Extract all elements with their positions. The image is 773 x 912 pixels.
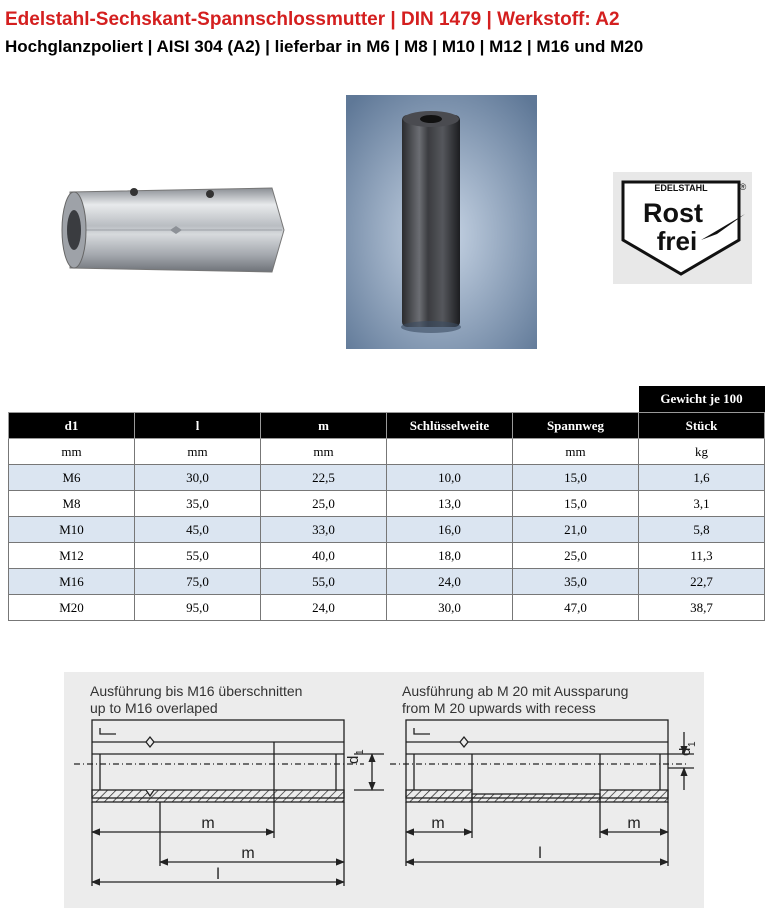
- left-label-d: d: [345, 755, 362, 764]
- table-cell: 95,0: [135, 595, 261, 621]
- table-cell: M20: [9, 595, 135, 621]
- col-header-schluesselweite: Schlüsselweite: [387, 413, 513, 439]
- right-label-d-sub: 1: [687, 741, 698, 747]
- table-top-header-row: [9, 386, 765, 413]
- spec-table: [8, 386, 765, 621]
- table-cell: 1,6: [639, 465, 765, 491]
- logo-word-frei: frei: [656, 226, 698, 256]
- table-cell: M12: [9, 543, 135, 569]
- table-header-row: [9, 413, 765, 439]
- table-cell: 55,0: [261, 569, 387, 595]
- table-cell: 15,0: [513, 491, 639, 517]
- unit-cell: mm: [135, 439, 261, 465]
- logo-top-text: EDELSTAHL: [654, 183, 708, 193]
- table-cell: M6: [9, 465, 135, 491]
- table-cell: 24,0: [261, 595, 387, 621]
- table-cell: 16,0: [387, 517, 513, 543]
- left-label-m2: m: [241, 845, 255, 862]
- table-cell: 40,0: [261, 543, 387, 569]
- right-label-l: l: [538, 845, 542, 862]
- table-cell: 10,0: [387, 465, 513, 491]
- left-label-m1: m: [201, 815, 215, 832]
- table-row: [9, 569, 765, 595]
- table-row: [9, 543, 765, 569]
- unit-cell: kg: [639, 439, 765, 465]
- table-row: [9, 595, 765, 621]
- technical-drawing: [64, 672, 704, 908]
- turnbuckle-nut-side-image: [50, 180, 300, 280]
- col-header-l: l: [135, 413, 261, 439]
- logo-word-rost: Rost: [643, 198, 703, 228]
- table-row: [9, 517, 765, 543]
- right-label-d: d: [677, 747, 694, 756]
- units-row: [9, 439, 765, 465]
- left-caption-en: up to M16 overlaped: [90, 700, 218, 716]
- col-header-d1: d1: [9, 413, 135, 439]
- table-cell: 22,5: [261, 465, 387, 491]
- right-label-m1: m: [431, 815, 445, 832]
- table-cell: 15,0: [513, 465, 639, 491]
- table-cell: 3,1: [639, 491, 765, 517]
- table-cell: 5,8: [639, 517, 765, 543]
- unit-cell: mm: [261, 439, 387, 465]
- col-header-m: m: [261, 413, 387, 439]
- unit-cell: [387, 439, 513, 465]
- left-label-l: l: [216, 866, 220, 883]
- table-cell: 24,0: [387, 569, 513, 595]
- col-header-stueck: Stück: [639, 413, 765, 439]
- unit-cell: mm: [513, 439, 639, 465]
- table-cell: 18,0: [387, 543, 513, 569]
- table-cell: 25,0: [261, 491, 387, 517]
- rostfrei-logo: [613, 172, 752, 284]
- unit-cell: mm: [9, 439, 135, 465]
- table-cell: 75,0: [135, 569, 261, 595]
- table-cell: 30,0: [135, 465, 261, 491]
- col-header-spannweg: Spannweg: [513, 413, 639, 439]
- table-cell: 35,0: [135, 491, 261, 517]
- weight-header: Gewicht je 100: [639, 386, 765, 413]
- turnbuckle-nut-photo: [346, 95, 537, 349]
- right-caption-en: from M 20 upwards with recess: [402, 700, 596, 716]
- table-cell: 55,0: [135, 543, 261, 569]
- table-cell: 38,7: [639, 595, 765, 621]
- right-caption-de: Ausführung ab M 20 mit Aussparung: [402, 683, 629, 699]
- table-cell: 35,0: [513, 569, 639, 595]
- table-cell: 47,0: [513, 595, 639, 621]
- left-label-d-sub: 1: [355, 749, 366, 755]
- table-cell: 21,0: [513, 517, 639, 543]
- table-cell: M16: [9, 569, 135, 595]
- table-cell: 13,0: [387, 491, 513, 517]
- page-subtitle: Hochglanzpoliert | AISI 304 (A2) | lieferbar in M6 | M8 | M10 | M12 | M16 und M20: [5, 37, 644, 56]
- table-row: [9, 491, 765, 517]
- table-cell: 33,0: [261, 517, 387, 543]
- table-cell: 45,0: [135, 517, 261, 543]
- table-cell: 25,0: [513, 543, 639, 569]
- table-cell: 30,0: [387, 595, 513, 621]
- table-cell: 11,3: [639, 543, 765, 569]
- page-title: Edelstahl-Sechskant-Spannschlossmutter | DIN 1479 | Werkstoff: A2: [5, 9, 620, 30]
- right-label-m2: m: [627, 815, 641, 832]
- logo-registered-mark: ®: [739, 182, 747, 192]
- table-cell: M8: [9, 491, 135, 517]
- table-cell: M10: [9, 517, 135, 543]
- left-caption-de: Ausführung bis M16 überschnitten: [90, 683, 303, 699]
- table-cell: 22,7: [639, 569, 765, 595]
- table-row: [9, 465, 765, 491]
